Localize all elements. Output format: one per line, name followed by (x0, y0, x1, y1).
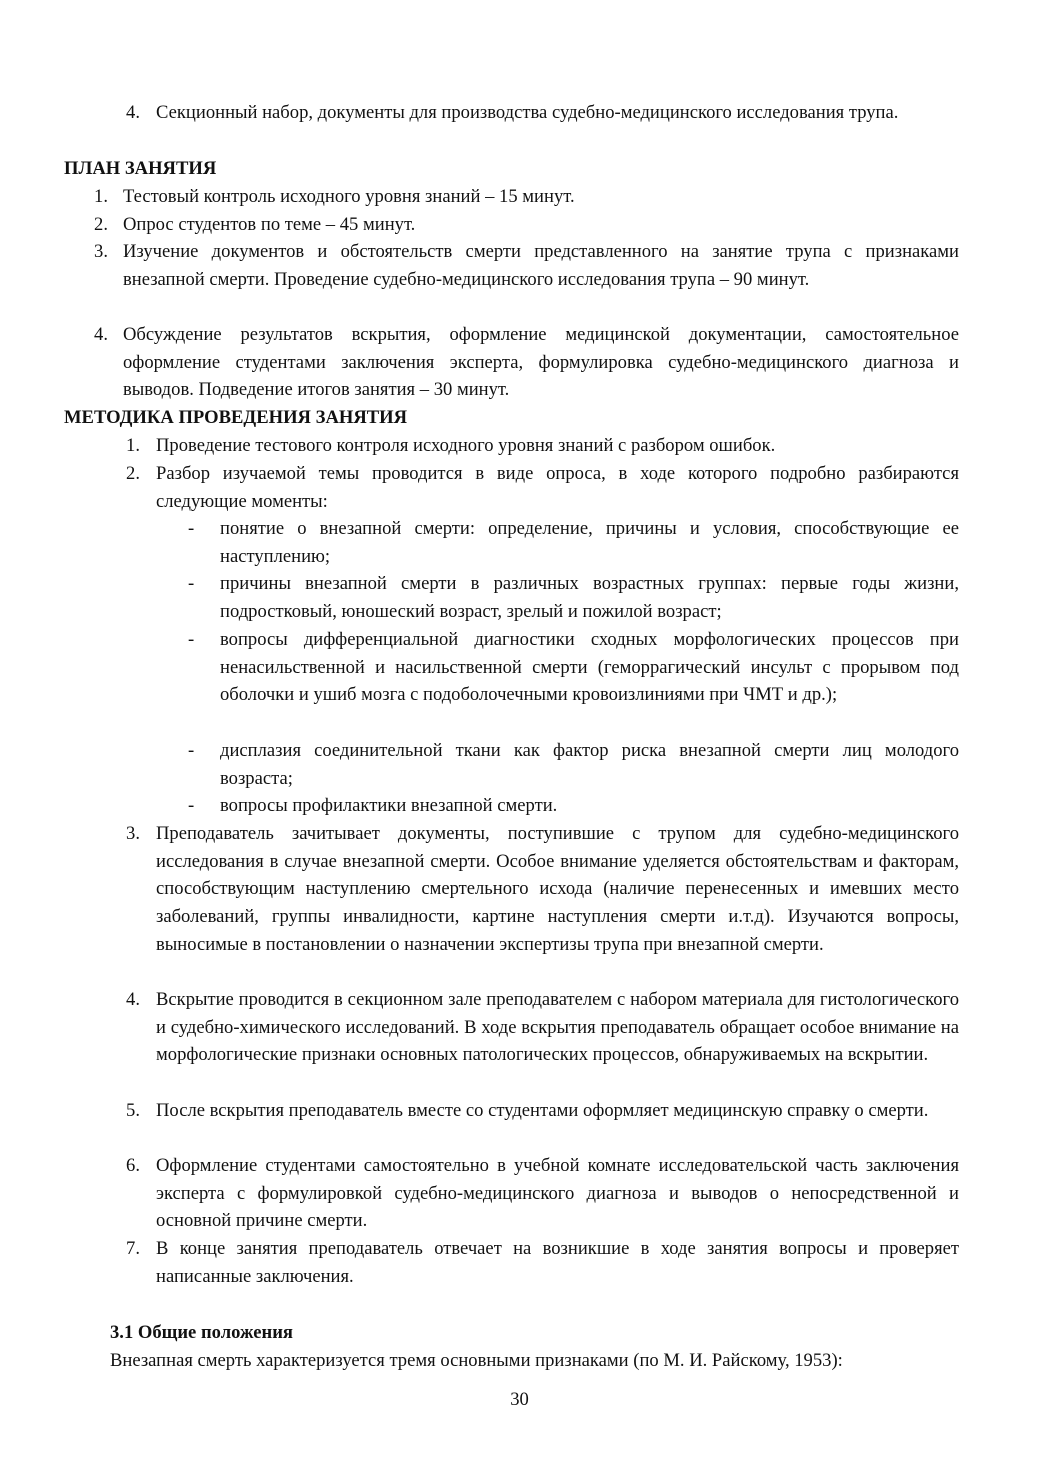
list-number: 3. (94, 241, 108, 262)
bullet-dash: - (188, 795, 195, 816)
bullet-dash: - (188, 629, 195, 650)
list-item-text: Обсуждение результатов вскрытия, оформление медицинской документации, самостоятельное оформление студентами заключения эксперта, формулировка судебно-медицинского диагноза и выводов. Подведение итогов занятия – 30 минут. (123, 324, 959, 401)
list-number: 2. (126, 463, 140, 484)
list-number: 4. (126, 989, 140, 1010)
list-number: 1. (126, 435, 140, 456)
list-item-text: Опрос студентов по теме – 45 минут. (123, 214, 416, 235)
list-item-text: После вскрытия преподаватель вместе со студентами оформляет медицинскую справку о смерти. (156, 1100, 929, 1121)
section-heading: 3.1 Общие положения (110, 1322, 293, 1343)
list-number: 3. (126, 823, 140, 844)
method-heading: МЕТОДИКА ПРОВЕДЕНИЯ ЗАНЯТИЯ (64, 407, 408, 428)
bullet-text: дисплазия соединительной ткани как фактор риска внезапной смерти лиц молодого возраста; (220, 740, 959, 789)
list-item-text: Тестовый контроль исходного уровня знаний – 15 минут. (123, 186, 575, 207)
list-item-text: Преподаватель зачитывает документы, поступившие с трупом для судебно-медицинского исследования в случае внезапной смерти. Особое внимание уделяется обстоятельствам и факторам, способствующим наступлению смертельного исхода (наличие перенесенных и имевших место заболеваний, группы инвалидности, картине наступления смерти и.т.д). Изучаются вопросы, выносимые в постановлении о назначении экспертизы трупа при внезапной смерти. (156, 823, 959, 955)
list-item-text: Секционный набор, документы для производства судебно-медицинского исследования трупа. (156, 102, 899, 123)
list-number: 4. (126, 102, 140, 123)
list-number: 6. (126, 1155, 140, 1176)
bullet-text: понятие о внезапной смерти: определение, причины и условия, способствующие ее наступлению; (220, 518, 959, 567)
bullet-text: вопросы дифференциальной диагностики сходных морфологических процессов при ненасильственной и насильственной смерти (геморрагический инсульт с прорывом под оболочки и ушиб мозга с подоболочечными кровоизлиниями при ЧМТ и др.); (220, 629, 959, 706)
bullet-dash: - (188, 740, 195, 761)
list-number: 1. (94, 186, 108, 207)
list-number: 2. (94, 214, 108, 235)
list-number: 5. (126, 1100, 140, 1121)
page-number: 30 (510, 1389, 529, 1410)
section-paragraph: Внезапная смерть характеризуется тремя основными признаками (по М. И. Райскому, 1953): (110, 1350, 843, 1371)
bullet-text: причины внезапной смерти в различных возрастных группах: первые годы жизни, подростковый, юношеский возраст, зрелый и пожилой возраст; (220, 573, 959, 622)
list-number: 4. (94, 324, 108, 345)
list-number: 7. (126, 1238, 140, 1259)
list-item-text: Вскрытие проводится в секционном зале преподавателем с набором материала для гистологического и судебно-химического исследований. В ходе вскрытия преподаватель обращает особое внимание на морфологические признаки основных патологических процессов, обнаруживаемых на вскрытии. (156, 989, 959, 1066)
bullet-text: вопросы профилактики внезапной смерти. (220, 795, 558, 816)
list-item-text: Разбор изучаемой темы проводится в виде опроса, в ходе которого подробно разбираются следующие моменты: (156, 463, 959, 512)
list-item-text: Изучение документов и обстоятельств смерти представленного на занятие трупа с признаками внезапной смерти. Проведение судебно-медицинского исследования трупа – 90 минут. (123, 241, 959, 290)
list-item-text: В конце занятия преподаватель отвечает на возникшие в ходе занятия вопросы и проверяет написанные заключения. (156, 1238, 959, 1287)
bullet-dash: - (188, 573, 195, 594)
plan-heading: ПЛАН ЗАНЯТИЯ (64, 158, 217, 179)
bullet-dash: - (188, 518, 195, 539)
list-item-text: Проведение тестового контроля исходного уровня знаний с разбором ошибок. (156, 435, 776, 456)
list-item-text: Оформление студентами самостоятельно в учебной комнате исследовательской часть заключения эксперта с формулировкой судебно-медицинского диагноза и выводов о непосредственной и основной причине смерти. (156, 1155, 959, 1232)
